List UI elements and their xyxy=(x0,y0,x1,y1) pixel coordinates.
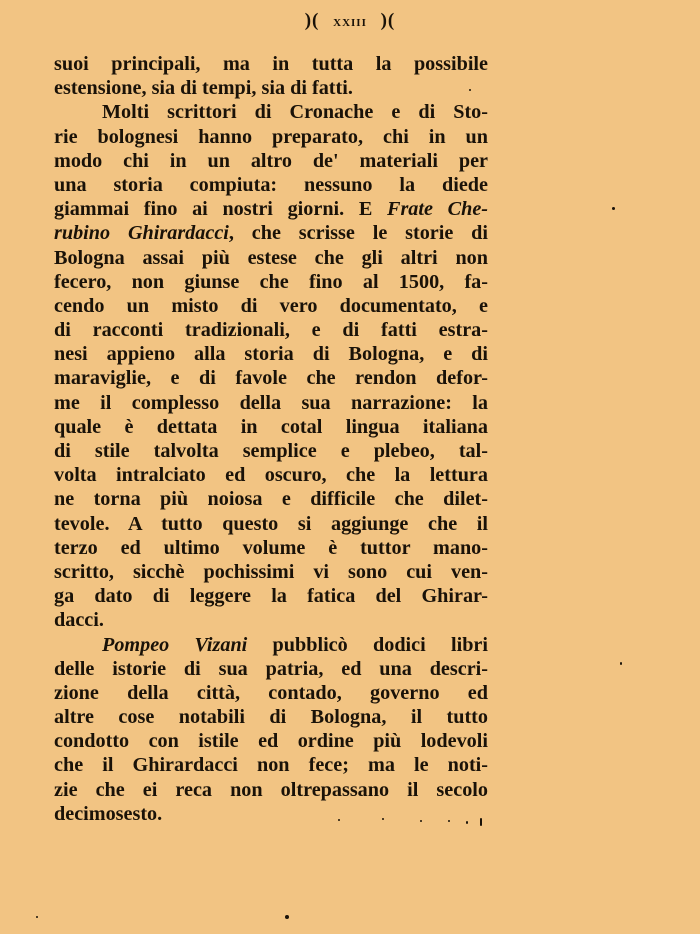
text-line: condotto con istile ed ordine più lodevoli xyxy=(54,730,488,753)
scan-speck xyxy=(285,915,289,919)
page-number: xxiii xyxy=(333,14,367,30)
text-line: dacci. xyxy=(54,609,104,632)
text-fragment: giammai fino ai nostri giorni. E xyxy=(54,198,387,221)
body-text xyxy=(54,52,488,826)
author-name: Pompeo Vizani xyxy=(102,633,248,656)
text-line: fecero, non giunse che fino al 1500, fa- xyxy=(54,270,488,293)
text-line: rie bolognesi hanno preparato, chi in un xyxy=(54,125,488,148)
text-line: suoi principali, ma in tutta la possibile xyxy=(54,53,488,75)
text-line: modo chi in un altro de' materiali per xyxy=(54,149,488,172)
scan-speck xyxy=(338,819,340,821)
text-line: nesi appieno alla storia di Bologna, e di xyxy=(54,343,488,366)
text-line: una storia compiuta: nessuno la diede xyxy=(54,173,488,196)
scan-speck xyxy=(420,820,422,822)
text-line: di stile talvolta semplice e plebeo, tal- xyxy=(54,440,488,462)
header-right-ornament: )( xyxy=(380,10,396,31)
text-line: Bologna assai più estese che gli altri non xyxy=(54,246,488,269)
scan-speck xyxy=(466,821,468,824)
text-line: che il Ghirardacci non fece; ma le noti- xyxy=(54,754,488,777)
scan-speck xyxy=(448,820,450,822)
text-line: ne torna più noiosa e difficile che dilet- xyxy=(54,488,488,511)
text-line: zione della città, contado, governo ed xyxy=(54,681,488,704)
text-line xyxy=(54,221,488,245)
scan-speck xyxy=(36,916,38,918)
running-head xyxy=(0,10,700,32)
author-name: rubino Ghirardacci xyxy=(54,222,229,245)
scan-speck xyxy=(480,818,482,826)
scan-speck xyxy=(469,89,471,91)
text-line: estensione, sia di tempi, sia di fatti. xyxy=(54,77,353,100)
text-fragment: , che scrisse le storie di xyxy=(228,222,489,245)
text-line: decimosesto. xyxy=(54,802,163,825)
scan-speck xyxy=(620,662,622,665)
text-line: ga dato di leggere la fatica del Ghirar- xyxy=(54,585,488,608)
text-line: Molti scrittori di Cronache e di Sto- xyxy=(102,101,488,124)
text-line: tevole. A tutto questo si aggiunge che il xyxy=(54,512,488,535)
text-fragment: pubblicò dodici libri xyxy=(247,633,489,656)
text-line: me il complesso della sua narrazione: la xyxy=(54,391,488,414)
text-line: terzo ed ultimo volume è tuttor mano- xyxy=(54,536,488,559)
text-line: maraviglie, e di favole che rendon defor- xyxy=(54,367,488,390)
text-line: scritto, sicchè pochissimi vi sono cui ven- xyxy=(54,560,488,583)
scan-speck xyxy=(382,818,384,820)
scan-speck xyxy=(612,207,615,210)
text-line: volta intralciato ed oscuro, che la lettura xyxy=(54,464,488,487)
text-line: di racconti tradizionali, e di fatti estra- xyxy=(54,319,488,342)
author-name: Frate Che- xyxy=(386,198,488,221)
text-line: altre cose notabili di Bologna, il tutto xyxy=(54,706,488,729)
text-line: cendo un misto di vero documentato, e xyxy=(54,294,488,317)
text-line xyxy=(54,633,488,657)
header-left-ornament: )( xyxy=(304,10,320,31)
text-line: zie che ei reca non oltrepassano il secolo xyxy=(54,778,488,801)
text-line: delle istorie di sua patria, ed una descri- xyxy=(54,657,488,680)
text-line xyxy=(54,197,488,221)
text-line: quale è dettata in cotal lingua italiana xyxy=(54,415,488,438)
